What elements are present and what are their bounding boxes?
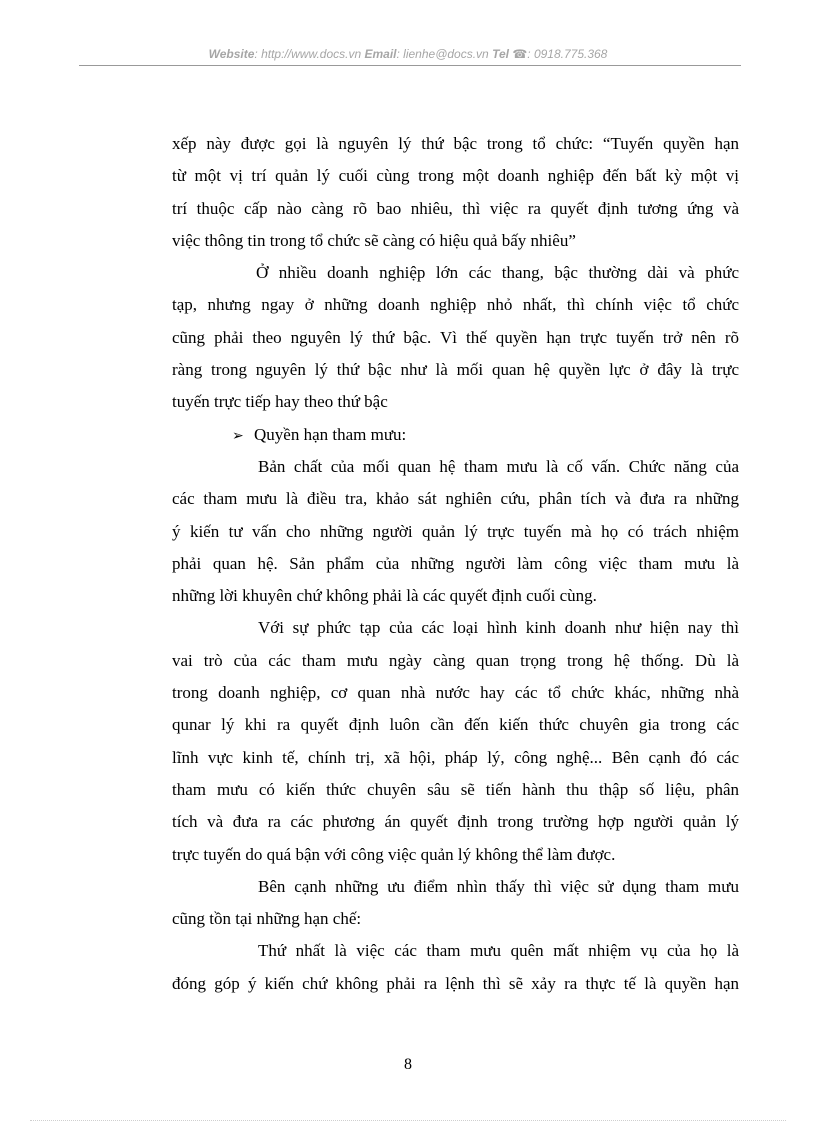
text-line: xếp này được gọi là nguyên lý thứ bậc trong tổ chức: “Tuyến quyền hạn [172, 134, 739, 153]
website-label: Website [208, 47, 255, 61]
website-value: : http://www.docs.vn [254, 47, 362, 61]
text-line: ý kiến tư vấn cho những người quản lý trực tuyến mà họ có trách nhiệm [172, 521, 739, 541]
page-header [0, 47, 816, 61]
text-line: Bên cạnh những ưu điểm nhìn thấy thì việc sử dụng tham mưu [258, 876, 739, 896]
bullet-text: Quyền hạn tham mưu: [254, 424, 407, 444]
header-rule [79, 65, 741, 66]
text-line: phải quan hệ. Sản phẩm của những người làm công việc tham mưu là [172, 553, 739, 573]
text-line: những lời khuyên chứ không phải là các quyết định cuối cùng. [172, 586, 597, 606]
text-line: từ một vị trí quản lý cuối cùng trong một doanh nghiệp đến bất kỳ một vị [172, 166, 739, 186]
text-line: việc thông tin trong tổ chức sẽ càng có hiệu quả bấy nhiêu” [172, 230, 576, 250]
text-line: tuyến trực tiếp hay theo thứ bậc [172, 392, 388, 412]
text-line: vai trò của các tham mưu ngày càng quan trọng trong hệ thống. Dù là [172, 650, 739, 670]
text-line: trực tuyến do quá bận với công việc quản lý không thể làm được. [172, 844, 616, 864]
text-line: đóng góp ý kiến chứ không phải ra lệnh thì sẽ xảy ra thực tế là quyền hạn [172, 973, 739, 993]
text-line: lĩnh vực kinh tế, chính trị, xã hội, pháp lý, công nghệ... Bên cạnh đó các [172, 747, 739, 767]
text-line: trong doanh nghiệp, cơ quan nhà nước hay các tổ chức khác, những nhà [172, 683, 739, 703]
text-line: Ở nhiều doanh nghiệp lớn các thang, bậc thường dài và phức [256, 263, 739, 283]
text-line: qunar lý khi ra quyết định luôn cần đến kiến thức chuyên gia trong các [172, 715, 739, 735]
text-line: tích và đưa ra các phương án quyết định trong trường hợp người quản lý [172, 812, 739, 832]
bullet-item [172, 419, 739, 451]
footer-rule [30, 1120, 786, 1121]
text-line: Với sự phức tạp của các loại hình kinh doanh như hiện nay thì [258, 618, 739, 638]
text-line: Thứ nhất là việc các tham mưu quên mất nhiệm vụ của họ là [258, 941, 739, 961]
email-value: : lienhe@docs.vn [396, 47, 489, 61]
arrow-bullet-icon: ➢ [232, 427, 244, 444]
text-line: trí thuộc cấp nào càng rõ bao nhiêu, thì việc ra quyết định tương ứng và [172, 198, 739, 218]
text-line: tham mưu có kiến thức chuyên sâu sẽ tiến hành thu thập số liệu, phân [172, 779, 739, 799]
page-number: 8 [404, 1056, 412, 1073]
text-line: các tham mưu là điều tra, khảo sát nghiên cứu, phân tích và đưa ra những [172, 489, 739, 509]
text-line: tạp, nhưng ngay ở những doanh nghiệp nhỏ nhất, thì chính việc tổ chức [172, 295, 739, 315]
text-line: cũng phải theo nguyên lý thứ bậc. Vì thế quyền hạn trực tuyến trở nên rõ [172, 327, 739, 347]
email-label: Email [364, 47, 397, 61]
phone-icon: ☎ [512, 47, 528, 61]
text-line: ràng trong nguyên lý thứ bậc như là mối quan hệ quyền lực ở đây là trực [172, 360, 739, 380]
tel-label: Tel [492, 47, 509, 61]
tel-value: : 0918.775.368 [527, 47, 608, 61]
text-line: Bản chất của mối quan hệ tham mưu là cố vấn. Chức năng của [258, 456, 739, 476]
text-line: cũng tồn tại những hạn chế: [172, 909, 362, 929]
document-body [172, 128, 739, 1000]
